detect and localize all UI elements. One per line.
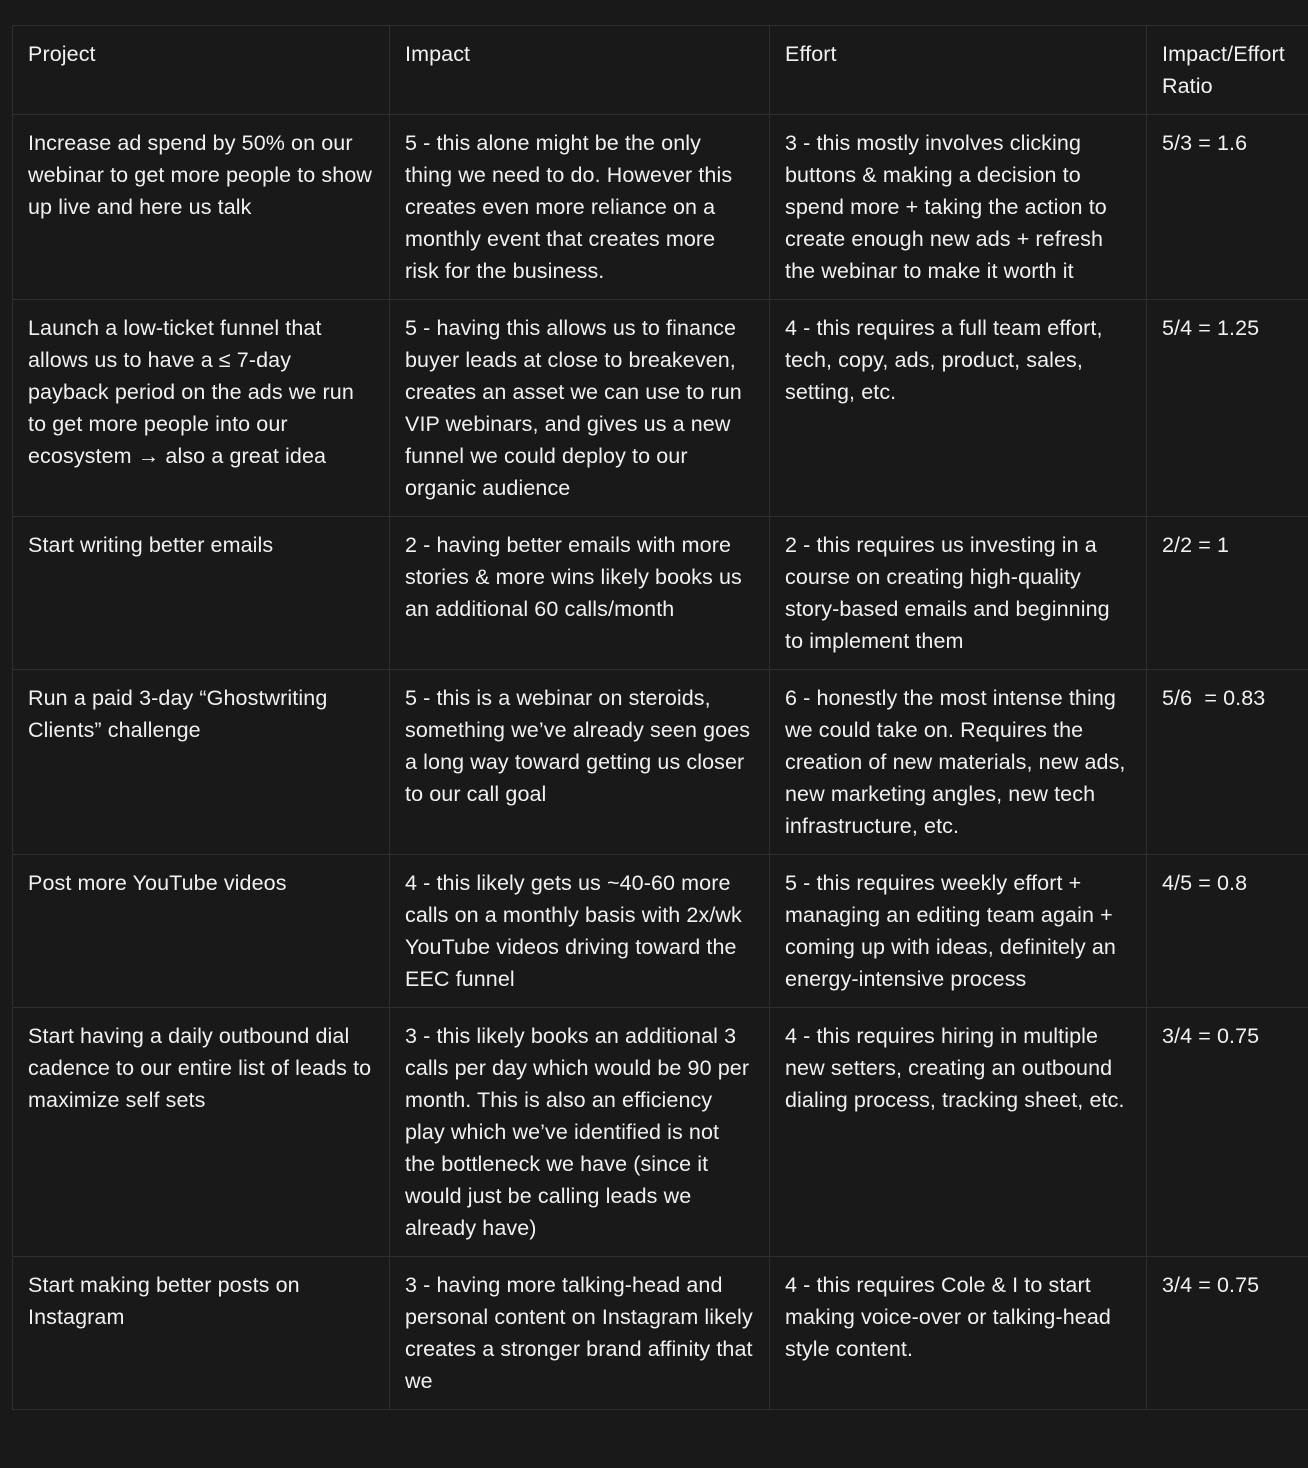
table-row <box>13 517 1308 670</box>
table-row <box>13 670 1308 855</box>
cell-impact[interactable]: 4 - this likely gets us ~40-60 more calls on a monthly basis with 2x/wk YouTube videos driving toward the EEC funnel <box>390 855 770 1008</box>
header-effort[interactable]: Effort <box>770 26 1147 115</box>
cell-impact[interactable]: 2 - having better emails with more stories & more wins likely books us an additional 60 calls/month <box>390 517 770 670</box>
cell-effort[interactable]: 4 - this requires a full team effort, tech, copy, ads, product, sales, setting, etc. <box>770 300 1147 517</box>
cell-impact[interactable]: 5 - this alone might be the only thing we need to do. However this creates even more reliance on a monthly event that creates more risk for the business. <box>390 115 770 300</box>
table-header-row <box>13 26 1308 115</box>
header-ratio[interactable]: Impact/Effort Ratio <box>1147 26 1308 115</box>
cell-project[interactable]: Post more YouTube videos <box>13 855 390 1008</box>
cell-project[interactable]: Start making better posts on Instagram <box>13 1257 390 1410</box>
cell-ratio[interactable]: 5/4 = 1.25 <box>1147 300 1308 517</box>
header-impact[interactable]: Impact <box>390 26 770 115</box>
cell-ratio[interactable]: 5/6 = 0.83 <box>1147 670 1308 855</box>
cell-impact[interactable]: 5 - having this allows us to finance buyer leads at close to breakeven, creates an asset we can use to run VIP webinars, and gives us a new funnel we could deploy to our organic audience <box>390 300 770 517</box>
table-row <box>13 1257 1308 1410</box>
cell-impact[interactable]: 3 - having more talking-head and personal content on Instagram likely creates a stronger brand affinity that we <box>390 1257 770 1410</box>
cell-ratio[interactable]: 3/4 = 0.75 <box>1147 1257 1308 1410</box>
header-project[interactable]: Project <box>13 26 390 115</box>
table-row <box>13 855 1308 1008</box>
table-row <box>13 115 1308 300</box>
cell-ratio[interactable]: 5/3 = 1.6 <box>1147 115 1308 300</box>
cell-ratio[interactable]: 3/4 = 0.75 <box>1147 1008 1308 1257</box>
cell-effort[interactable]: 5 - this requires weekly effort + managing an editing team again + coming up with ideas, definitely an energy-intensive process <box>770 855 1147 1008</box>
cell-ratio[interactable]: 4/5 = 0.8 <box>1147 855 1308 1008</box>
cell-ratio[interactable]: 2/2 = 1 <box>1147 517 1308 670</box>
cell-effort[interactable]: 4 - this requires hiring in multiple new setters, creating an outbound dialing process, tracking sheet, etc. <box>770 1008 1147 1257</box>
cell-project[interactable]: Start having a daily outbound dial cadence to our entire list of leads to maximize self sets <box>13 1008 390 1257</box>
table-row <box>13 300 1308 517</box>
cell-impact[interactable]: 3 - this likely books an additional 3 calls per day which would be 90 per month. This is also an efficiency play which we’ve identified is not the bottleneck we have (since it would just be calling leads we already have) <box>390 1008 770 1257</box>
cell-project[interactable]: Launch a low-ticket funnel that allows us to have a ≤ 7-day payback period on the ads we run to get more people into our ecosystem → also a great idea <box>13 300 390 517</box>
cell-project[interactable]: Increase ad spend by 50% on our webinar to get more people to show up live and here us talk <box>13 115 390 300</box>
cell-project[interactable]: Run a paid 3-day “Ghostwriting Clients” challenge <box>13 670 390 855</box>
cell-effort[interactable]: 2 - this requires us investing in a course on creating high-quality story-based emails and beginning to implement them <box>770 517 1147 670</box>
cell-effort[interactable]: 4 - this requires Cole & I to start making voice-over or talking-head style content. <box>770 1257 1147 1410</box>
cell-impact[interactable]: 5 - this is a webinar on steroids, something we’ve already seen goes a long way toward getting us closer to our call goal <box>390 670 770 855</box>
table-row <box>13 1008 1308 1257</box>
cell-project[interactable]: Start writing better emails <box>13 517 390 670</box>
impact-effort-table <box>12 25 1308 1410</box>
cell-effort[interactable]: 6 - honestly the most intense thing we could take on. Requires the creation of new materials, new ads, new marketing angles, new tech infrastructure, etc. <box>770 670 1147 855</box>
cell-effort[interactable]: 3 - this mostly involves clicking buttons & making a decision to spend more + taking the action to create enough new ads + refresh the webinar to make it worth it <box>770 115 1147 300</box>
